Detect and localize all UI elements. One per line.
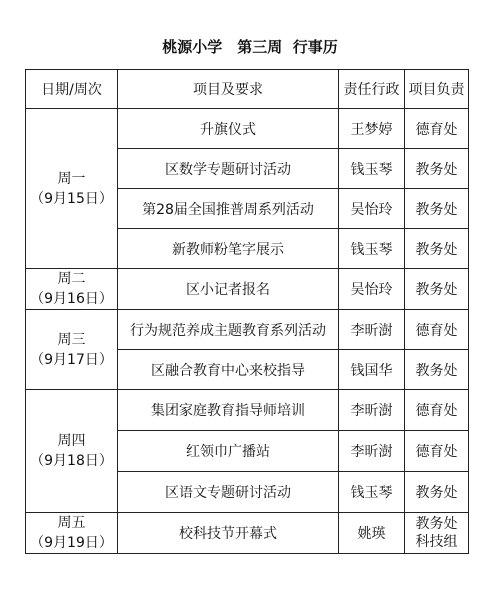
owner-cell: 德育处 [405, 390, 469, 431]
table-row [26, 513, 469, 554]
page-title: 桃源小学 第三周 行事历 [162, 38, 338, 56]
owner-line-2: 科技组 [415, 534, 458, 550]
table-row [26, 390, 469, 431]
item-cell: 区语文专题研讨活动 [118, 472, 339, 513]
table-row [26, 109, 469, 149]
owner-cell: 教务处 [405, 189, 469, 229]
item-cell: 校科技节开幕式 [118, 513, 339, 554]
item-cell: 新教师粉笔字展示 [118, 229, 339, 269]
day-cell-tuesday [26, 269, 118, 310]
admin-cell: 李昕澍 [339, 431, 405, 472]
admin-cell: 钱玉琴 [339, 472, 405, 513]
day-date: （9月19日） [30, 535, 113, 551]
day-name: 周五 [57, 515, 86, 531]
header-owner: 项目负责 [405, 70, 469, 109]
day-name: 周三 [57, 331, 86, 348]
item-cell: 红领巾广播站 [118, 431, 339, 472]
day-date: （9月15日） [30, 190, 113, 207]
header-date: 日期/周次 [26, 70, 118, 109]
day-date: （9月16日） [30, 291, 113, 307]
owner-cell: 德育处 [405, 431, 469, 472]
owner-cell: 教务处 [405, 229, 469, 269]
admin-cell: 钱玉琴 [339, 229, 405, 269]
table-row [26, 310, 469, 350]
table-row [26, 269, 469, 310]
day-name: 周二 [57, 271, 86, 287]
owner-cell: 教务处 [405, 269, 469, 310]
owner-cell: 德育处 [405, 109, 469, 149]
day-name: 周四 [57, 433, 86, 449]
day-cell-friday [26, 513, 118, 554]
day-name: 周一 [57, 170, 86, 187]
admin-cell: 吴怡玲 [339, 189, 405, 229]
admin-cell: 李昕澍 [339, 310, 405, 350]
day-cell-thursday [26, 390, 118, 513]
item-cell: 行为规范养成主题教育系列活动 [118, 310, 339, 350]
item-cell: 区数学专题研讨活动 [118, 149, 339, 189]
header-admin: 责任行政 [339, 70, 405, 109]
table-header-row [26, 70, 469, 109]
admin-cell: 王梦婷 [339, 109, 405, 149]
owner-line-1: 教务处 [415, 516, 458, 532]
day-cell-wednesday [26, 310, 118, 390]
admin-cell: 姚瑛 [339, 513, 405, 554]
owner-cell [405, 513, 469, 554]
day-date: （9月18日） [30, 453, 113, 469]
owner-cell: 德育处 [405, 310, 469, 350]
header-item: 项目及要求 [118, 70, 339, 109]
item-cell: 第28届全国推普周系列活动 [118, 189, 339, 229]
admin-cell: 吴怡玲 [339, 269, 405, 310]
schedule-table [25, 69, 469, 554]
owner-cell: 教务处 [405, 350, 469, 390]
item-cell: 区融合教育中心来校指导 [118, 350, 339, 390]
owner-cell: 教务处 [405, 149, 469, 189]
item-cell: 区小记者报名 [118, 269, 339, 310]
item-cell: 集团家庭教育指导师培训 [118, 390, 339, 431]
item-cell: 升旗仪式 [118, 109, 339, 149]
admin-cell: 钱国华 [339, 350, 405, 390]
owner-cell: 教务处 [405, 472, 469, 513]
admin-cell: 钱玉琴 [339, 149, 405, 189]
day-date: （9月17日） [30, 351, 113, 368]
admin-cell: 李昕澍 [339, 390, 405, 431]
day-cell-monday [26, 109, 118, 269]
